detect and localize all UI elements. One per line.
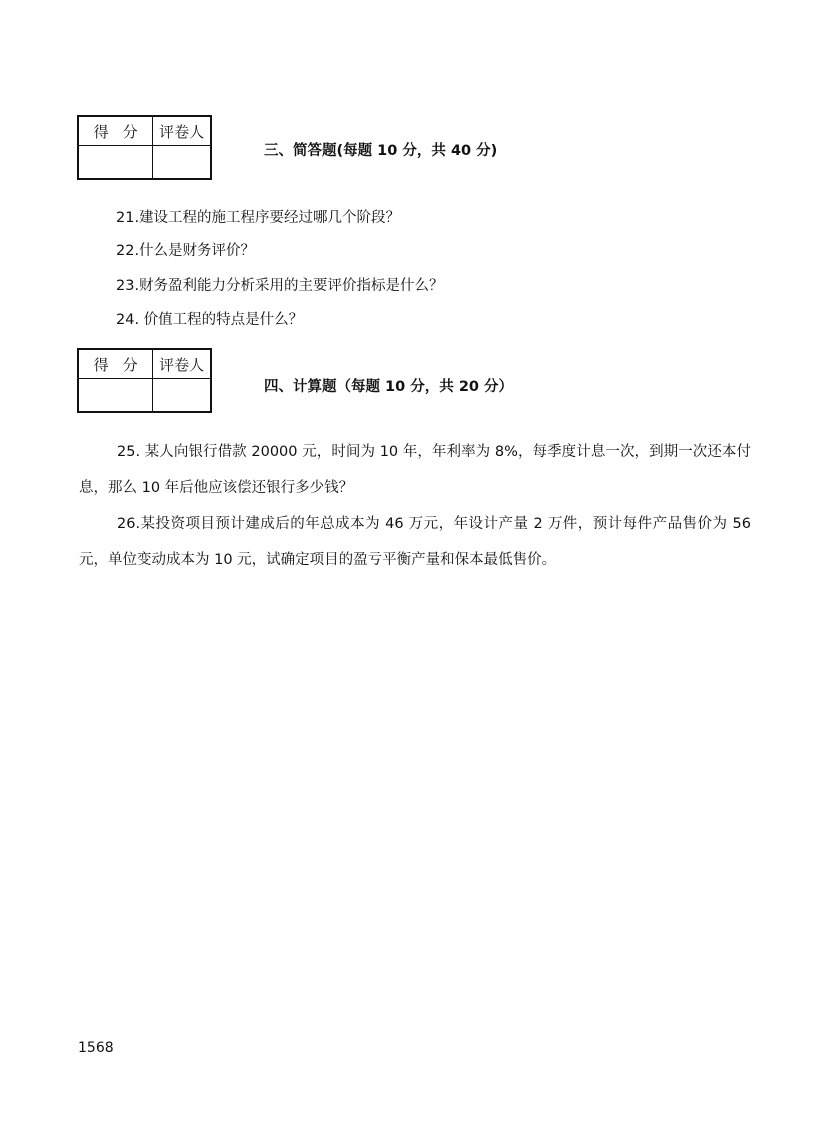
question-24: 24. 价值工程的特点是什么？: [116, 312, 304, 328]
section4-title: 四、计算题（每题 10 分，共 20 分）: [264, 379, 514, 395]
score-label: 得分: [78, 116, 153, 146]
score-label: 得分: [78, 349, 153, 379]
question-23: 23.财务盈利能力分析采用的主要评价指标是什么？: [116, 278, 444, 294]
grader-label: 评卷人: [153, 349, 211, 379]
question-25: 25. 某人向银行借款 20000 元，时间为 10 年，年利率为 8%，每季度计息一次，到期一次还本付息，那么 10 年后他应该偿还银行多少钱？: [79, 444, 751, 496]
grader-label: 评卷人: [153, 116, 211, 146]
score-table-section4: [77, 348, 212, 413]
section3-title: 三、简答题(每题 10 分，共 40 分): [264, 143, 498, 159]
question-26: 26.某投资项目预计建成后的年总成本为 46 万元，年设计产量 2 万件，预计每件产品售价为 56 元，单位变动成本为 10 元，试确定项目的盈亏平衡产量和保本最低售价。: [79, 516, 751, 568]
score-table-section3: [77, 115, 212, 180]
score-cell[interactable]: [78, 146, 153, 180]
question-22: 22.什么是财务评价？: [116, 243, 256, 259]
grader-cell[interactable]: [153, 146, 211, 180]
page-number: 1568: [78, 1040, 114, 1056]
question-21: 21.建设工程的施工程序要经过哪几个阶段？: [116, 210, 401, 226]
score-cell[interactable]: [78, 379, 153, 413]
grader-cell[interactable]: [153, 379, 211, 413]
